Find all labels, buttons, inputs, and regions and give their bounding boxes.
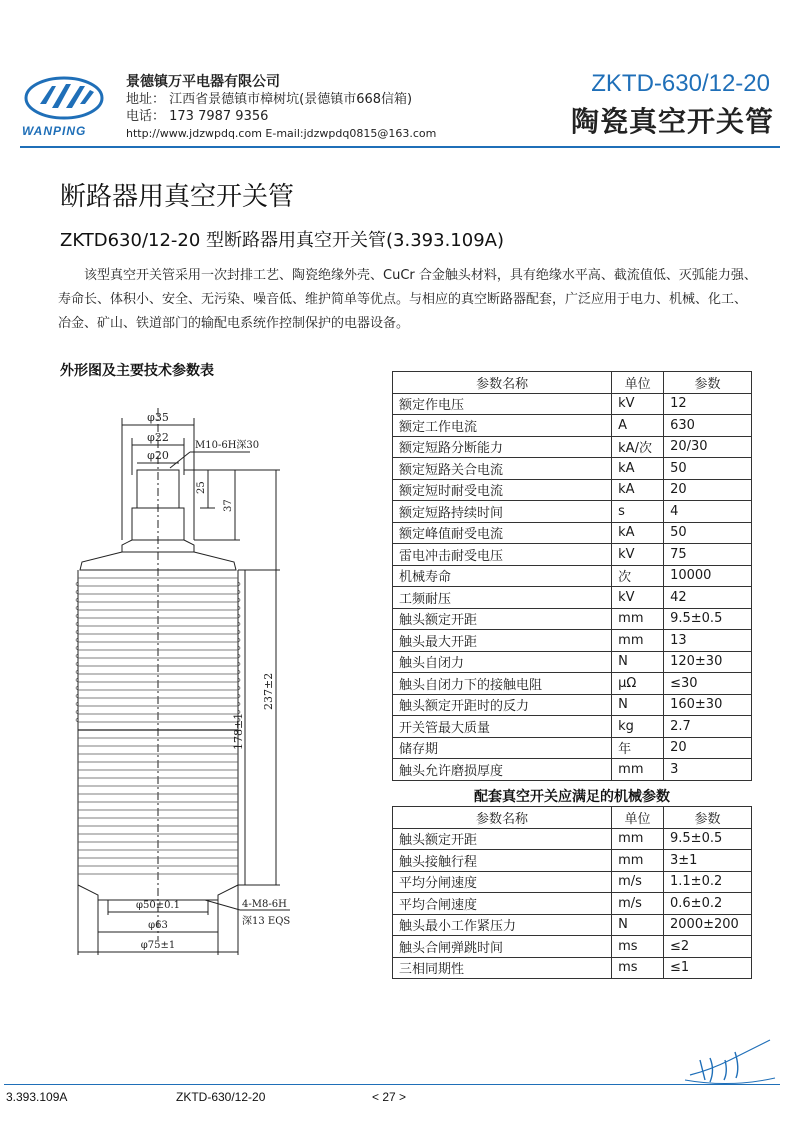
cell-unit: A <box>612 415 664 437</box>
cell-value: 3±1 <box>664 850 752 872</box>
outline-drawing <box>40 380 380 980</box>
cell-value: ≤30 <box>664 673 752 695</box>
dim-h237: 237±2 <box>262 672 275 710</box>
dim-d63: φ63 <box>148 920 168 931</box>
cell-value: 42 <box>664 587 752 609</box>
cell-value: 2000±200 <box>664 914 752 936</box>
table-row <box>393 759 752 781</box>
header-unit: 单位 <box>612 807 664 829</box>
cell-param: 雷电冲击耐受电压 <box>393 544 612 566</box>
cell-unit: mm <box>612 759 664 781</box>
cell-value: 120±30 <box>664 651 752 673</box>
dim-holes: 4-M8-6H <box>242 899 287 910</box>
cell-value: 0.6±0.2 <box>664 893 752 915</box>
footer-model: ZKTD-630/12-20 <box>176 1090 266 1104</box>
cell-value: 9.5±0.5 <box>664 828 752 850</box>
cell-value: 160±30 <box>664 694 752 716</box>
cell-value: 630 <box>664 415 752 437</box>
cell-unit: kA/次 <box>612 436 664 458</box>
table-row <box>393 501 752 523</box>
table-row <box>393 608 752 630</box>
cell-param: 触头最大开距 <box>393 630 612 652</box>
company-info <box>126 74 436 142</box>
company-name: 景德镇万平电器有限公司 <box>126 74 280 90</box>
cell-param: 三相同期性 <box>393 957 612 979</box>
page-number: < 27 > <box>372 1090 407 1104</box>
table-row <box>393 415 752 437</box>
table-row <box>393 630 752 652</box>
cell-param: 额定峰值耐受电流 <box>393 522 612 544</box>
cell-unit: mm <box>612 850 664 872</box>
dim-d75: φ75±1 <box>140 940 176 951</box>
dim-d20: φ20 <box>147 449 169 462</box>
cell-param: 储存期 <box>393 737 612 759</box>
cell-unit: N <box>612 651 664 673</box>
dim-h37: 37 <box>223 499 234 512</box>
table-row <box>393 522 752 544</box>
cell-unit: 年 <box>612 737 664 759</box>
table-row <box>393 957 752 979</box>
cell-param: 平均合闸速度 <box>393 893 612 915</box>
company-phone: 电话： 173 7987 9356 <box>126 109 269 124</box>
mech-table-body <box>393 828 752 979</box>
table-row <box>393 737 752 759</box>
cell-value: 50 <box>664 458 752 480</box>
table-row <box>393 458 752 480</box>
cell-unit: kV <box>612 544 664 566</box>
cell-param: 机械寿命 <box>393 565 612 587</box>
cell-param: 触头合闸弹跳时间 <box>393 936 612 958</box>
company-web-email: http://www.jdzwpdq.com E-mail:jdzwpdq0815@163.com <box>126 127 437 140</box>
table-row <box>393 893 752 915</box>
cell-param: 额定短时耐受电流 <box>393 479 612 501</box>
cell-value: 13 <box>664 630 752 652</box>
cell-param: 触头最小工作紧压力 <box>393 914 612 936</box>
cell-value: 12 <box>664 393 752 415</box>
table-row <box>393 393 752 415</box>
cell-unit: m/s <box>612 893 664 915</box>
header-param: 参数名称 <box>393 372 612 394</box>
cell-unit: N <box>612 694 664 716</box>
cell-unit: mm <box>612 828 664 850</box>
dim-holes-depth: 深13 EQS <box>242 916 291 927</box>
cell-unit: N <box>612 914 664 936</box>
cell-value: ≤2 <box>664 936 752 958</box>
cell-unit: μΩ <box>612 673 664 695</box>
cell-value: 1.1±0.2 <box>664 871 752 893</box>
table-row <box>393 565 752 587</box>
cell-unit: kA <box>612 479 664 501</box>
cell-unit: ms <box>612 957 664 979</box>
cell-value: 75 <box>664 544 752 566</box>
cell-param: 额定工作电流 <box>393 415 612 437</box>
cell-param: 触头自闭力 <box>393 651 612 673</box>
header-divider <box>20 146 780 148</box>
mech-table-title: 配套真空开关应满足的机械参数 <box>474 789 670 805</box>
cell-param: 触头允许磨损厚度 <box>393 759 612 781</box>
cell-param: 触头接触行程 <box>393 850 612 872</box>
table-row <box>393 850 752 872</box>
cell-unit: m/s <box>612 871 664 893</box>
cell-param: 额定短路关合电流 <box>393 458 612 480</box>
table-row <box>393 651 752 673</box>
cell-unit: kV <box>612 587 664 609</box>
cell-param: 额定短路分断能力 <box>393 436 612 458</box>
header-param: 参数名称 <box>393 807 612 829</box>
dim-thread: M10-6H深30 <box>195 440 260 451</box>
page-header <box>0 0 800 150</box>
cell-unit: mm <box>612 608 664 630</box>
header-value: 参数 <box>664 372 752 394</box>
page-subtitle: ZKTD630/12-20 型断路器用真空开关管(3.393.109A) <box>60 230 505 251</box>
spec-table <box>392 371 752 781</box>
mech-table <box>392 806 752 979</box>
cell-unit: mm <box>612 630 664 652</box>
cell-value: 20 <box>664 737 752 759</box>
footer-doc-number: 3.393.109A <box>6 1090 68 1104</box>
table-row <box>393 936 752 958</box>
table-row <box>393 436 752 458</box>
table-row <box>393 914 752 936</box>
cell-value: 20/30 <box>664 436 752 458</box>
cell-param: 触头额定开距时的反力 <box>393 694 612 716</box>
cell-param: 触头额定开距 <box>393 828 612 850</box>
cell-param: 额定短路持续时间 <box>393 501 612 523</box>
table-header-row <box>393 372 752 394</box>
cell-param: 工频耐压 <box>393 587 612 609</box>
cell-unit: s <box>612 501 664 523</box>
cell-value: 20 <box>664 479 752 501</box>
header-value: 参数 <box>664 807 752 829</box>
cell-value: 4 <box>664 501 752 523</box>
header-unit: 单位 <box>612 372 664 394</box>
signature-mark <box>680 1030 780 1090</box>
cell-unit: ms <box>612 936 664 958</box>
dim-h25: 25 <box>196 481 207 494</box>
dim-d22: φ22 <box>147 431 169 444</box>
table-row <box>393 587 752 609</box>
page-title: 断路器用真空开关管 <box>60 182 295 212</box>
model-code: ZKTD-630/12-20 <box>591 70 770 97</box>
cell-value: 9.5±0.5 <box>664 608 752 630</box>
figure-title: 外形图及主要技术参数表 <box>60 363 214 379</box>
cell-param: 平均分闸速度 <box>393 871 612 893</box>
spec-table-body <box>393 393 752 780</box>
cell-unit: kV <box>612 393 664 415</box>
table-row <box>393 716 752 738</box>
logo-wordmark: WANPING <box>22 124 87 138</box>
table-row <box>393 544 752 566</box>
cell-param: 额定作电压 <box>393 393 612 415</box>
model-name: 陶瓷真空开关管 <box>570 105 774 138</box>
intro-paragraph: 该型真空开关管采用一次封排工艺、陶瓷绝缘外壳、CuCr 合金触头材料，具有绝缘水平高、截流值低、灭弧能力强、寿命长、体积小、安全、无污染、噪音低、维护简单等优点。与相应的真空断路器配套，广泛应用于电力、机械、化工、冶金、矿山、铁道部门的输配电系统作控制保护的电器设备。 <box>58 268 757 331</box>
cell-unit: kA <box>612 522 664 544</box>
table-row <box>393 694 752 716</box>
dim-d35: φ35 <box>147 411 169 424</box>
cell-param: 触头自闭力下的接触电阻 <box>393 673 612 695</box>
dim-d50: φ50±0.1 <box>135 900 181 911</box>
table-header-row <box>393 807 752 829</box>
table-row <box>393 479 752 501</box>
cell-param: 开关管最大质量 <box>393 716 612 738</box>
cell-value: 3 <box>664 759 752 781</box>
dim-h178: 178±1 <box>232 712 245 750</box>
cell-unit: 次 <box>612 565 664 587</box>
cell-value: 10000 <box>664 565 752 587</box>
cell-value: ≤1 <box>664 957 752 979</box>
cell-unit: kg <box>612 716 664 738</box>
cell-unit: kA <box>612 458 664 480</box>
table-row <box>393 673 752 695</box>
company-address: 地址： 江西省景德镇市樟树坑(景德镇市668信箱) <box>126 92 413 107</box>
cell-value: 50 <box>664 522 752 544</box>
table-row <box>393 871 752 893</box>
cell-value: 2.7 <box>664 716 752 738</box>
cell-param: 触头额定开距 <box>393 608 612 630</box>
footer-divider <box>4 1084 780 1085</box>
table-row <box>393 828 752 850</box>
